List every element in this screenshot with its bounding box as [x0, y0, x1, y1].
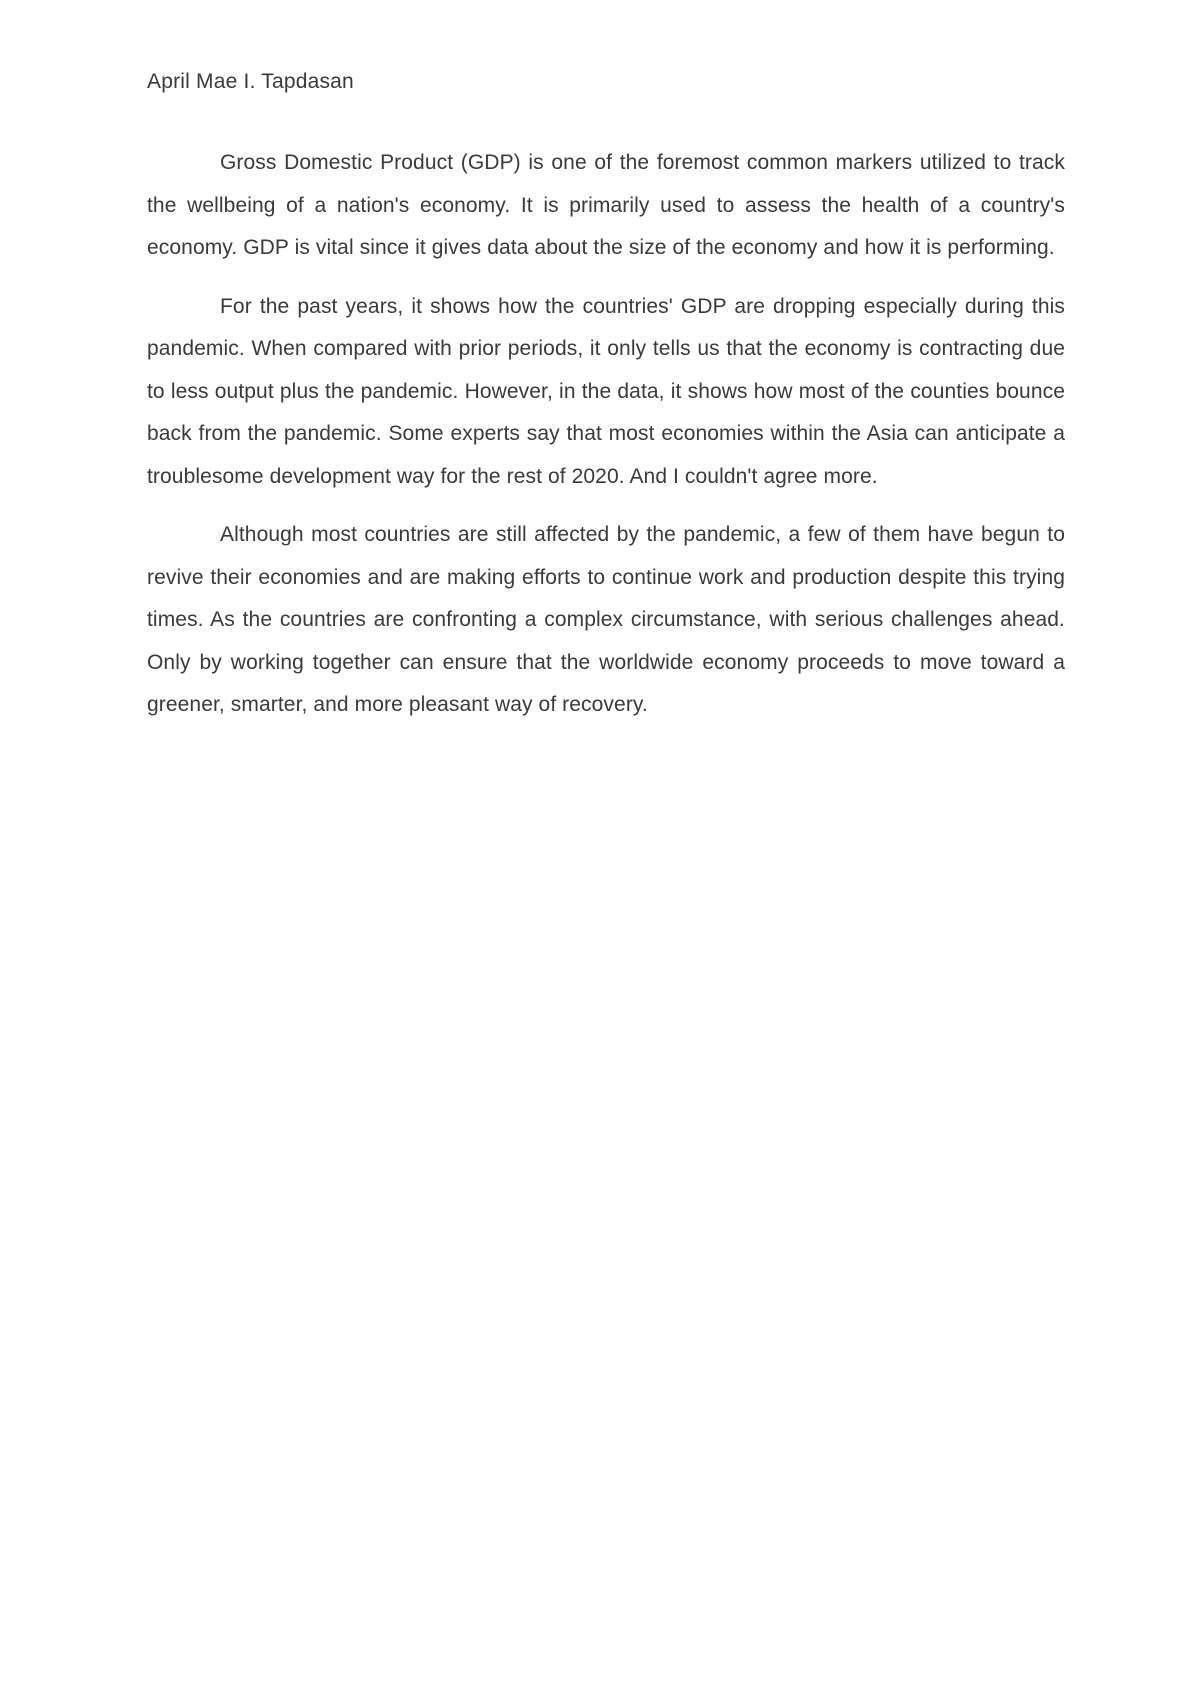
essay-body: [147, 142, 1065, 743]
paragraph-gdp-definition: Gross Domestic Product (GDP) is one of the foremost common markers utilized to track the wellbeing of a nation's economy. It is primarily used to assess the health of a country's economy. GDP is vital since it gives data about the size of the economy and how it is performing.: [147, 151, 1065, 259]
paragraph-recovery: Although most countries are still affected by the pandemic, a few of them have begun to revive their economies and are making efforts to continue work and production despite this trying times. As the countries are confronting a complex circumstance, with serious challenges ahead. Only by working together can ensure that the worldwide economy proceeds to move toward a greener, smarter, and more pleasant way of recovery.: [147, 523, 1065, 716]
paragraph-pandemic-impact: For the past years, it shows how the countries' GDP are dropping especially during this pandemic. When compared with prior periods, it only tells us that the economy is contracting due to less output plus the pandemic. However, in the data, it shows how most of the counties bounce back from the pandemic. Some experts say that most economies within the Asia can anticipate a troublesome development way for the rest of 2020. And I couldn't agree more.: [147, 294, 1065, 488]
author-name: April Mae I. Tapdasan: [147, 70, 354, 93]
